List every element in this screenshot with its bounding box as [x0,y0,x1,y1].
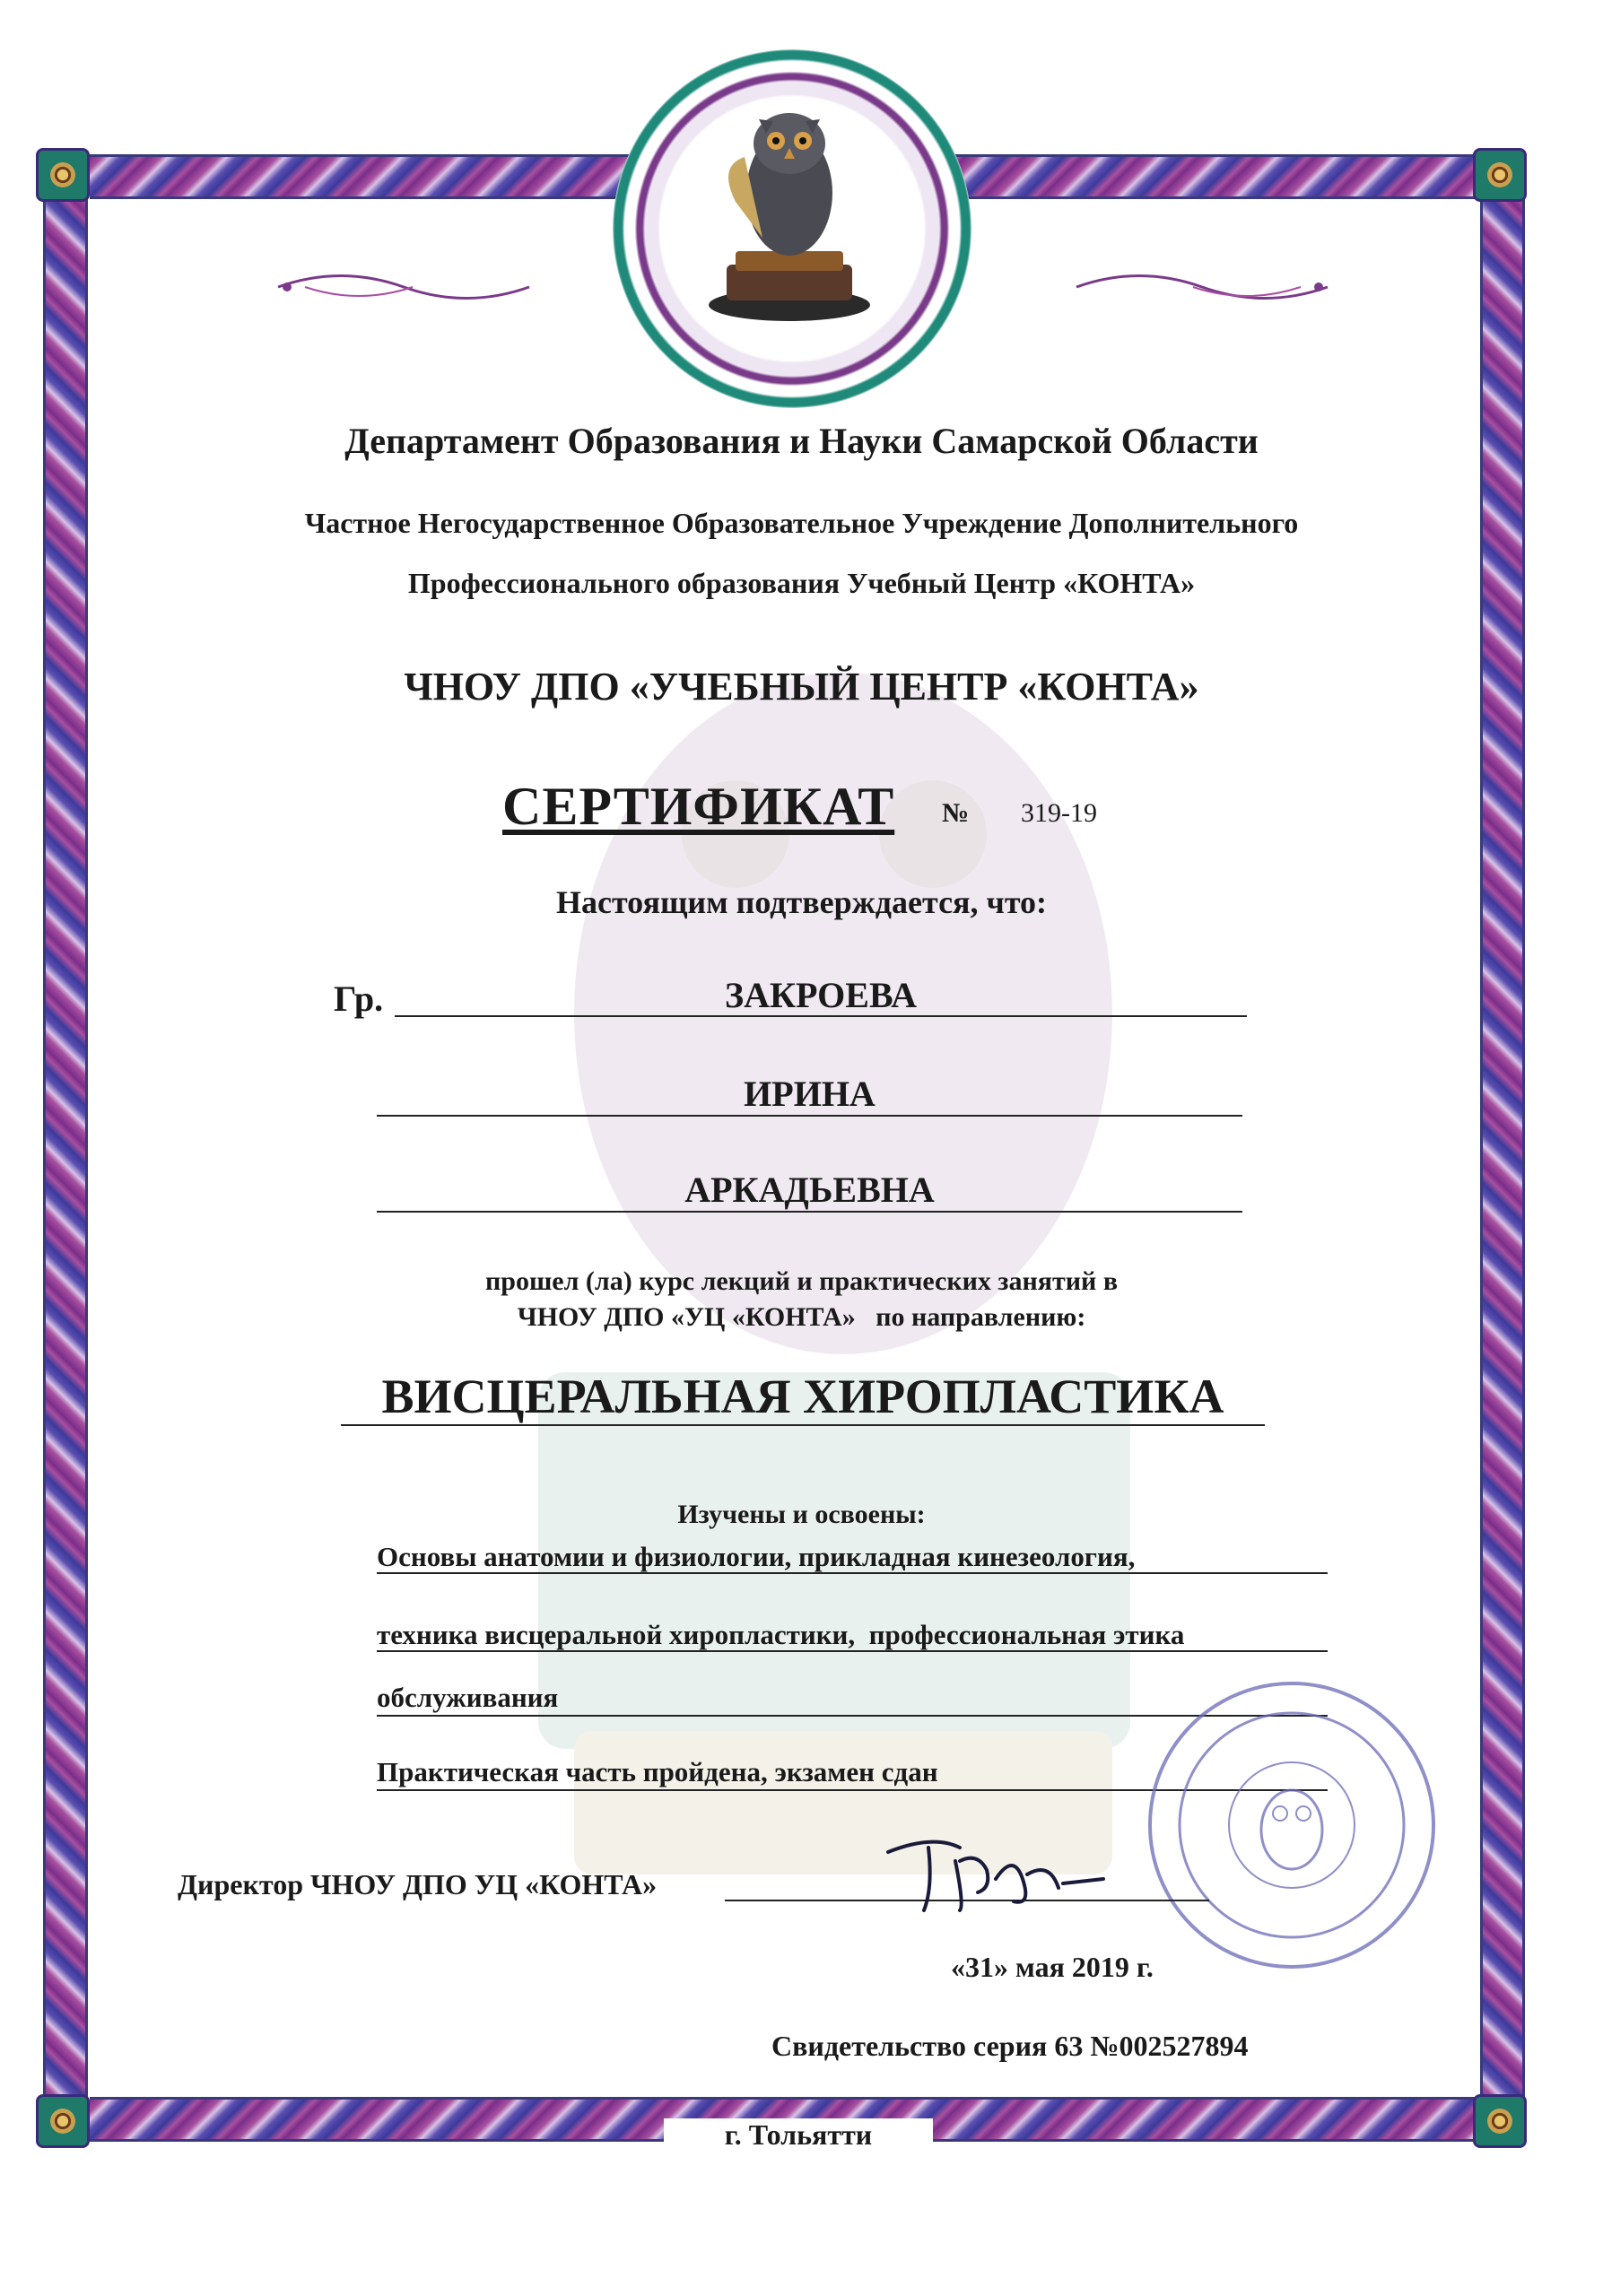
name-line [377,1115,1242,1117]
certificate-number-sign: № [942,798,970,828]
signature-icon [879,1825,1112,1924]
department-title: Департамент Образования и Науки Самарской Области [344,421,1259,461]
corner-bottom-right [1473,2094,1527,2148]
recipient-patronymic: АРКАДЬЕВНА [684,1170,935,1210]
flourish-right [1067,260,1337,314]
issue-date: «31» мая 2019 г. [951,1951,1154,1983]
confirm-text: Настоящим подтверждается, что: [555,884,1048,920]
certificate-number: 319-19 [1021,798,1097,828]
institution-line-2: Профессионального образования Учебный Центр «КОНТА» [407,567,1196,599]
institution-line-1: Частное Негосударственное Образовательное Учреждение Дополнительного [304,507,1299,539]
completed-line-1: прошел (ла) курс лекций и практических занятий в [484,1266,1119,1296]
corner-bottom-left [36,2094,90,2148]
certificate-title: СЕРТИФИКАТ [502,777,895,836]
owl-emblem-icon [700,94,879,327]
round-stamp-icon [1144,1677,1440,1973]
border-left [43,188,88,2099]
subjects-line-3: обслуживания [377,1682,559,1713]
course-direction: ВИСЦЕРАЛЬНАЯ ХИРОПЛАСТИКА [381,1370,1224,1423]
city: г. Тольятти [664,2118,933,2152]
recipient-prefix: Гр. [334,978,384,1019]
flourish-left [269,260,538,314]
direction-line [341,1424,1265,1426]
subjects-line-2: техника висцеральной хиропластики, профессиональная этика [377,1619,1185,1650]
patronymic-line [377,1211,1242,1213]
completed-line-2: ЧНОУ ДПО «УЦ «КОНТА» по направлению: [517,1302,1086,1332]
recipient-surname: ЗАКРОЕВА [724,975,918,1015]
border-right [1480,188,1525,2099]
subjects-line-1-underline [377,1572,1328,1574]
director-label: Директор ЧНОУ ДПО УЦ «КОНТА» [178,1868,658,1900]
institution-short-name: ЧНОУ ДПО «УЧЕБНЫЙ ЦЕНТР «КОНТА» [404,665,1199,709]
recipient-name: ИРИНА [744,1074,876,1114]
corner-top-right [1473,148,1527,202]
studied-label: Изучены и освоены: [677,1500,926,1529]
subjects-line-2-underline [377,1650,1328,1652]
license-number: Свидетельство серия 63 №002527894 [771,2030,1249,2062]
corner-top-left [36,148,90,202]
subjects-line-1: Основы анатомии и физиологии, прикладная кинезеология, [377,1541,1136,1572]
practice-text: Практическая часть пройдена, экзамен сдан [377,1756,938,1787]
